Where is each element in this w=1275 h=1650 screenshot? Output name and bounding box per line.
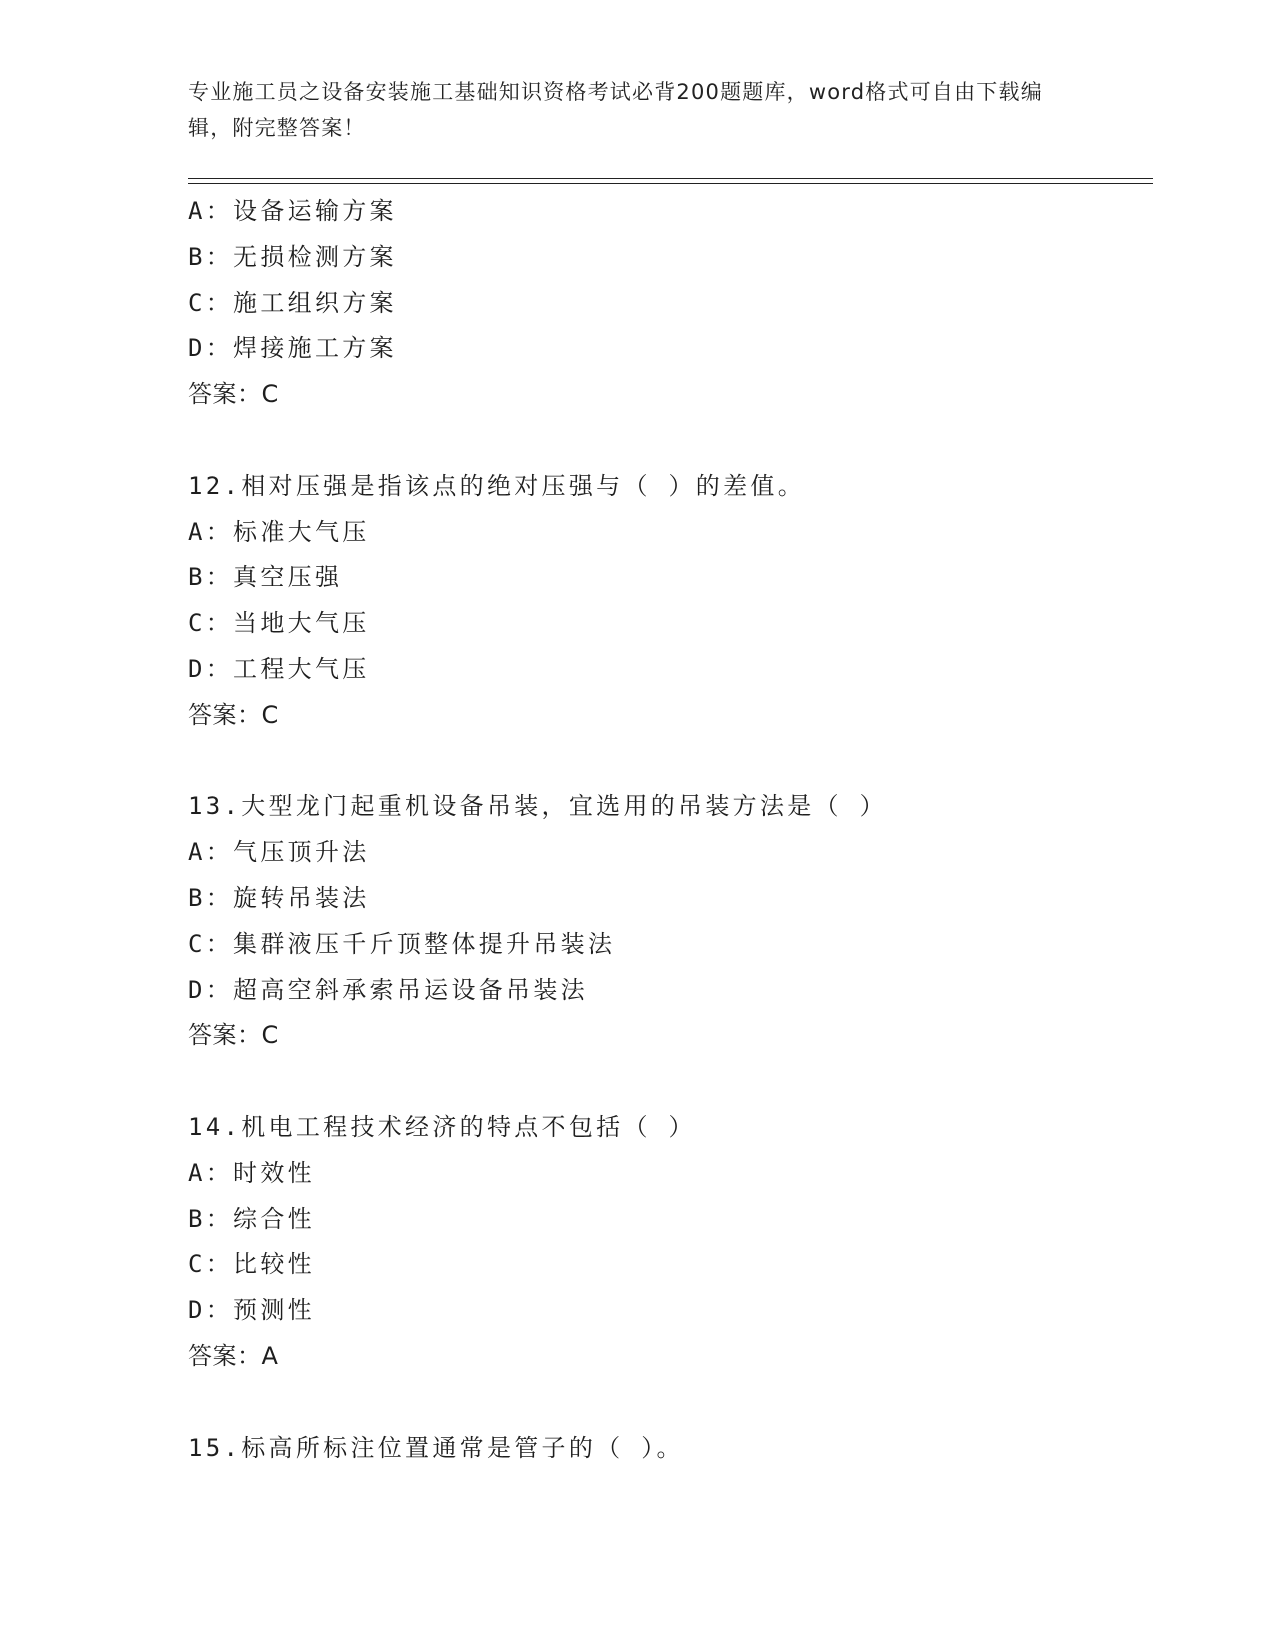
answer-line: 答案：C (188, 1021, 279, 1050)
option-b: B：综合性 (188, 1204, 315, 1233)
question-stem: 13.大型龙门起重机设备吊装，宜选用的吊装方法是（ ） (188, 792, 887, 821)
option-b: B：旋转吊装法 (188, 883, 370, 912)
question-14 (188, 1105, 1148, 1380)
question-11-partial (188, 189, 1148, 418)
question-15 (188, 1426, 1148, 1472)
answer-line: 答案：C (188, 700, 279, 729)
option-d: D：焊接施工方案 (188, 334, 397, 363)
header-divider-bottom (188, 183, 1153, 184)
option-b: B：真空压强 (188, 563, 343, 592)
option-d: D：工程大气压 (188, 654, 370, 683)
option-c: C：施工组织方案 (188, 288, 397, 317)
option-d: D：预测性 (188, 1296, 315, 1325)
question-content (188, 189, 1148, 1471)
option-d: D：超高空斜承索吊运设备吊装法 (188, 975, 588, 1004)
option-c: C：当地大气压 (188, 609, 370, 638)
question-12 (188, 464, 1148, 739)
header-divider-top (188, 178, 1153, 179)
option-a: A：时效性 (188, 1158, 315, 1187)
question-13 (188, 784, 1148, 1059)
answer-line: 答案：C (188, 380, 279, 409)
option-a: A：气压顶升法 (188, 838, 370, 867)
option-c: C：比较性 (188, 1250, 315, 1279)
option-a: A：设备运输方案 (188, 197, 397, 225)
question-stem: 15.标高所标注位置通常是管子的（ ）。 (188, 1433, 684, 1462)
question-stem: 12.相对压强是指该点的绝对压强与（ ）的差值。 (188, 471, 805, 500)
option-a: A：标准大气压 (188, 517, 370, 546)
question-stem: 14.机电工程技术经济的特点不包括（ ） (188, 1112, 696, 1141)
answer-line: 答案：A (188, 1341, 279, 1370)
document-header: 专业施工员之设备安装施工基础知识资格考试必背200题题库，word格式可自由下载编辑，附完整答案！ (188, 80, 1043, 140)
option-c: C：集群液压千斤顶整体提升吊装法 (188, 929, 616, 958)
option-b: B：无损检测方案 (188, 242, 397, 271)
